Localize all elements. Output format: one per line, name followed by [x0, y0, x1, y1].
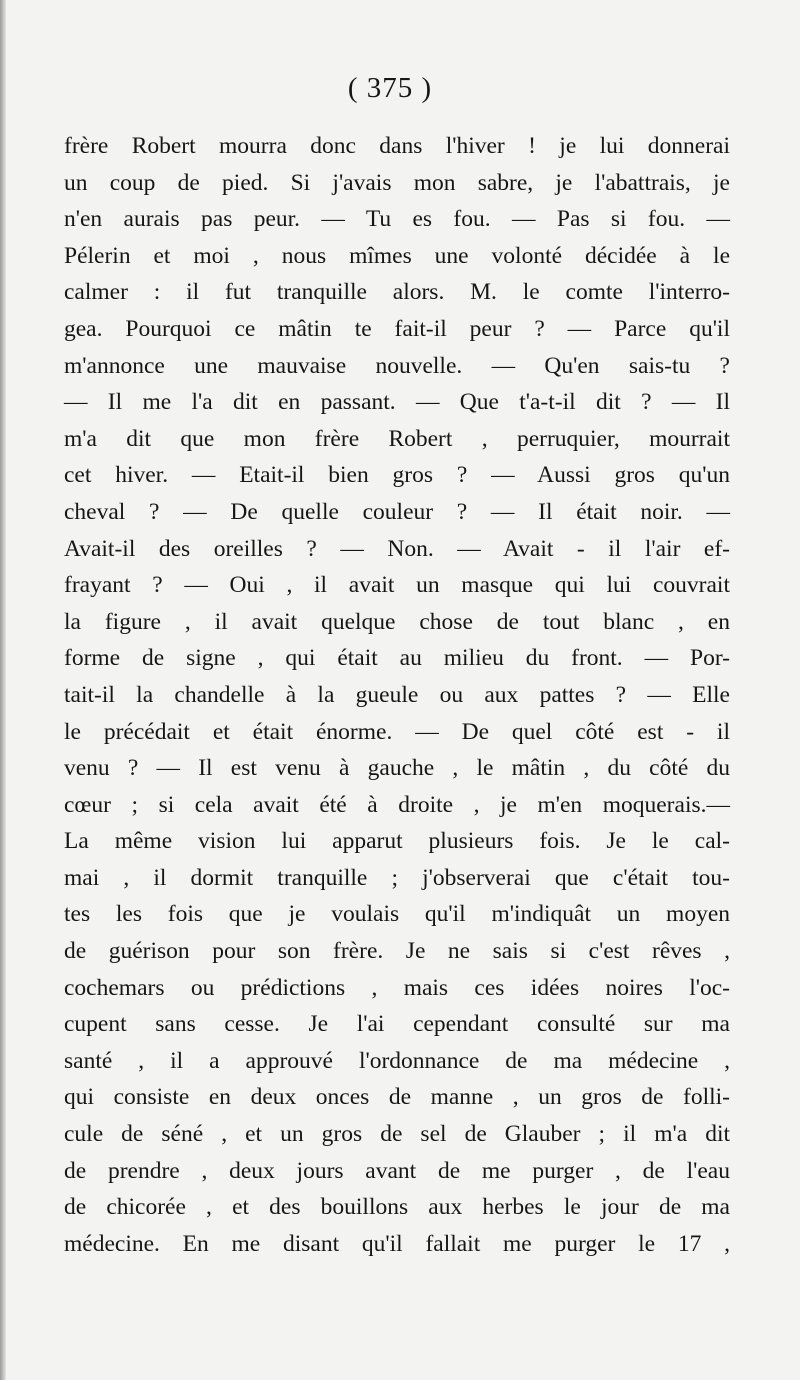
text-line: Avait-il des oreilles ? — Non. — Avait - il l'air ef- — [64, 535, 730, 562]
text-line: médecine. En me disant qu'il fallait me purger le 17 , — [64, 1230, 730, 1257]
text-line: frère Robert mourra donc dans l'hiver ! je lui donnerai — [64, 133, 730, 159]
text-line: m'a dit que mon frère Robert , perruquier, mourrait — [64, 425, 730, 452]
text-line: — Il me l'a dit en passant. — Que t'a-t-il dit ? — Il — [64, 389, 730, 416]
text-line: n'en aurais pas peur. — Tu es fou. — Pas si fou. — — [64, 206, 730, 233]
text-line: de chicorée , et des bouillons aux herbes le jour de ma — [64, 1194, 730, 1221]
text-line: gea. Pourquoi ce mâtin te fait-il peur ? — Parce qu'il — [64, 315, 730, 342]
text-line: cet hiver. — Etait-il bien gros ? — Aussi gros qu'un — [64, 462, 730, 489]
text-line: tait-il la chandelle à la gueule ou aux pattes ? — Elle — [64, 681, 730, 708]
page-number: ( 375 ) — [347, 72, 433, 104]
page-gutter-shadow — [0, 0, 6, 1380]
text-line: cheval ? — De quelle couleur ? — Il était noir. — — [64, 498, 730, 525]
text-line: qui consiste en deux onces de manne , un gros de folli- — [64, 1084, 730, 1111]
text-line: tes les fois que je voulais qu'il m'indiquât un moyen — [64, 901, 730, 928]
text-line: un coup de pied. Si j'avais mon sabre, je l'abattrais, je — [64, 169, 730, 196]
text-line: mai , il dormit tranquille ; j'observerai que c'était tou- — [64, 864, 730, 891]
text-line: cochemars ou prédictions , mais ces idées noires l'oc- — [64, 974, 730, 1001]
text-line: La même vision lui apparut plusieurs fois. Je le cal- — [64, 828, 730, 855]
text-line: de prendre , deux jours avant de me purger , de l'eau — [64, 1157, 730, 1184]
text-line: forme de signe , qui était au milieu du front. — Por- — [64, 645, 730, 672]
body-text — [64, 128, 730, 1262]
text-line: santé , il a approuvé l'ordonnance de ma médecine , — [64, 1047, 730, 1074]
text-line: calmer : il fut tranquille alors. M. le comte l'interro- — [64, 279, 730, 306]
text-line: le précédait et était énorme. — De quel côté est - il — [64, 718, 730, 745]
text-line: frayant ? — Oui , il avait un masque qui lui couvrait — [64, 572, 730, 599]
text-line: cœur ; si cela avait été à droite , je m'en moquerais.— — [64, 791, 730, 818]
text-line: cupent sans cesse. Je l'ai cependant consulté sur ma — [64, 1011, 730, 1038]
text-line: de guérison pour son frère. Je ne sais si c'est rêves , — [64, 938, 730, 965]
text-line: Pélerin et moi , nous mîmes une volonté décidée à le — [64, 242, 730, 269]
text-line: cule de séné , et un gros de sel de Glauber ; il m'a dit — [64, 1121, 730, 1148]
text-line: la figure , il avait quelque chose de tout blanc , en — [64, 608, 730, 635]
text-line: venu ? — Il est venu à gauche , le mâtin , du côté du — [64, 755, 730, 782]
text-line: m'annonce une mauvaise nouvelle. — Qu'en sais-tu ? — [64, 352, 730, 379]
